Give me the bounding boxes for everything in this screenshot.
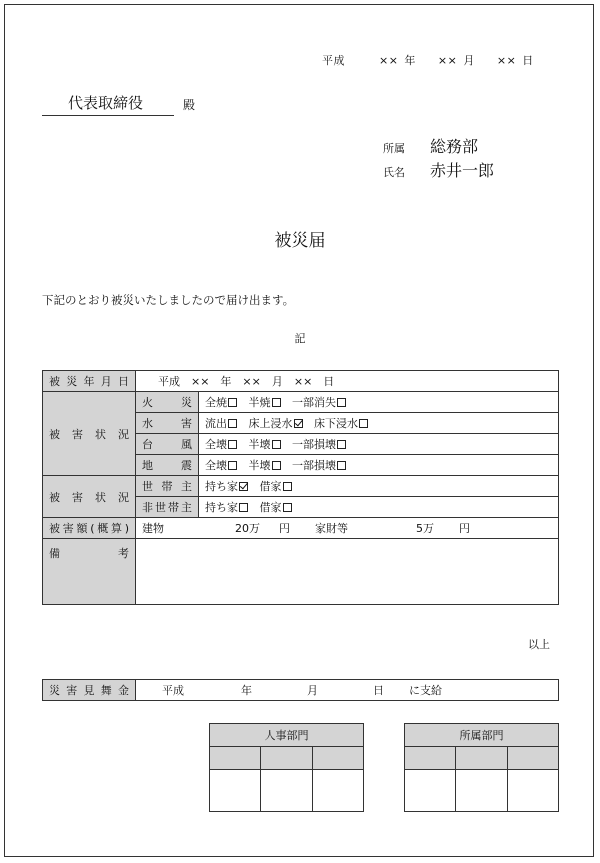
approval-subheader — [210, 747, 261, 770]
document-title: 被災届 — [274, 231, 326, 251]
approval-subheader — [312, 747, 363, 770]
stamp-cell[interactable] — [405, 770, 456, 812]
checkbox-3-2[interactable] — [337, 461, 346, 470]
damage-type-0: 火 災 — [136, 392, 199, 413]
stamp-cell[interactable] — [210, 770, 261, 812]
checkbox-1-0[interactable] — [228, 419, 237, 428]
checkbox-0-0[interactable] — [228, 398, 237, 407]
approval-subheader — [405, 747, 456, 770]
addressee-honorific: 殿 — [183, 98, 196, 112]
checkbox-3-0[interactable] — [228, 461, 237, 470]
damage-options-1: 流出 床上浸水 床下浸水 — [199, 413, 559, 434]
checkbox-2-2[interactable] — [337, 440, 346, 449]
intro-text: 下記のとおり被災いたしましたので届け出ます。 — [42, 293, 295, 307]
approval-subheader — [507, 747, 558, 770]
checkbox-1-2[interactable] — [359, 419, 368, 428]
affiliation-value: 総務部 — [430, 137, 479, 156]
approval-subheader — [261, 747, 312, 770]
table-row — [43, 392, 559, 413]
stamp-cell[interactable] — [312, 770, 363, 812]
checkbox-2-0[interactable] — [228, 440, 237, 449]
addressee-name: 代表取締役 — [42, 92, 174, 116]
approval-title-dept: 所属部門 — [405, 724, 559, 747]
damage-report-table — [42, 370, 559, 605]
submission-date: 平成 ×× 年 ×× 月 ×× 日 — [322, 54, 534, 67]
table-row — [43, 518, 559, 539]
household-options-1: 持ち家 借家 — [199, 497, 559, 518]
relief-value[interactable]: 平成 年 月 日 に支給 — [136, 680, 559, 701]
table-row — [43, 680, 559, 701]
relief-label: 災害見舞金 — [43, 680, 136, 701]
relief-payment-table — [42, 679, 559, 701]
checkbox-h1-0[interactable] — [239, 503, 248, 512]
damage-type-3: 地 震 — [136, 455, 199, 476]
notes-field[interactable] — [136, 539, 559, 605]
date-label: 被災年月日 — [43, 371, 136, 392]
closing-text: 以上 — [528, 638, 550, 651]
checkbox-h0-0[interactable] — [239, 482, 248, 491]
checkbox-2-1[interactable] — [272, 440, 281, 449]
household-type-1: 非世帯主 — [136, 497, 199, 518]
household-type-0: 世帯主 — [136, 476, 199, 497]
checkbox-1-1[interactable] — [294, 419, 303, 428]
checkbox-h0-1[interactable] — [283, 482, 292, 491]
table-row — [43, 476, 559, 497]
damage-type-2: 台 風 — [136, 434, 199, 455]
damage-options-0: 全焼 半焼 一部消失 — [199, 392, 559, 413]
damage-options-3: 全壊 半壊 一部損壊 — [199, 455, 559, 476]
approval-box-dept — [404, 723, 559, 812]
checkbox-3-1[interactable] — [272, 461, 281, 470]
name-label: 氏名 — [383, 166, 405, 179]
stamp-cell[interactable] — [456, 770, 507, 812]
checkbox-h1-1[interactable] — [283, 503, 292, 512]
amount-label: 被害額(概算) — [43, 518, 136, 539]
approval-subheader — [456, 747, 507, 770]
stamp-cell[interactable] — [261, 770, 312, 812]
stamp-cell[interactable] — [507, 770, 558, 812]
notes-label: 備考 — [43, 539, 136, 605]
approval-box-hr — [209, 723, 364, 812]
household-label: 被害状況 — [43, 476, 136, 518]
table-row — [43, 371, 559, 392]
household-options-0: 持ち家 借家 — [199, 476, 559, 497]
checkbox-0-2[interactable] — [337, 398, 346, 407]
damage-options-2: 全壊 半壊 一部損壊 — [199, 434, 559, 455]
damage-label: 被害状況 — [43, 392, 136, 476]
checkbox-0-1[interactable] — [272, 398, 281, 407]
table-row — [43, 539, 559, 605]
damage-type-1: 水 害 — [136, 413, 199, 434]
approval-title-hr: 人事部門 — [210, 724, 364, 747]
amount-value: 建物 20万 円 家財等 5万 円 — [136, 518, 559, 539]
ki-heading: 記 — [294, 332, 306, 345]
date-value: 平成 ×× 年 ×× 月 ×× 日 — [136, 371, 559, 392]
affiliation-label: 所属 — [383, 142, 405, 155]
name-value: 赤井一郎 — [430, 161, 495, 180]
